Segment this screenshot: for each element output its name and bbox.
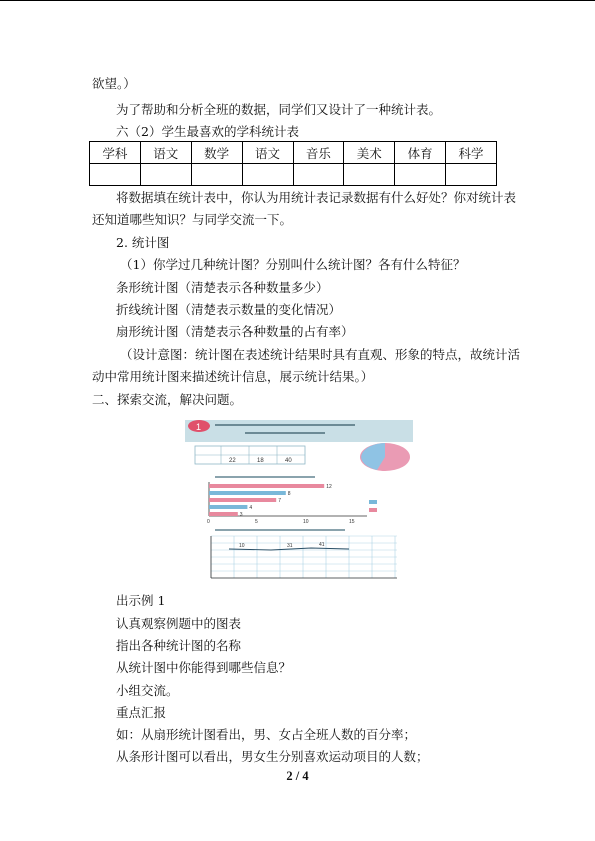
table-cell: 科学 <box>446 142 497 164</box>
bar-axis-tick: 0 <box>207 519 210 525</box>
text-line: 认真观察例题中的图表 <box>116 616 242 631</box>
bar-axis-tick: 15 <box>349 519 355 525</box>
table-cell <box>140 164 191 186</box>
bar-value-label: 8 <box>287 491 291 497</box>
text-line: 折线统计图（清楚表示数量的变化情况） <box>116 302 342 317</box>
header-rule <box>0 0 595 1</box>
section-heading: 二、探索交流，解决问题。 <box>92 392 243 407</box>
text-line: 还知道哪些知识？与同学交流一下。 <box>92 212 293 227</box>
page-number: 2 / 4 <box>286 769 309 783</box>
example-figure <box>185 418 413 582</box>
text-line: （设计意图：统计图在表述统计结果时具有直观、形象的特点，故统计活 <box>120 347 521 362</box>
table-cell: 音乐 <box>293 142 344 164</box>
table-cell <box>242 164 293 186</box>
table-cell: 美术 <box>344 142 395 164</box>
table-cell <box>344 164 395 186</box>
figure-banner <box>185 420 413 442</box>
table-caption: 六（2）学生最喜欢的学科统计表 <box>116 124 299 139</box>
table-cell <box>293 164 344 186</box>
line-value-label: 31 <box>287 543 293 549</box>
bar-legend-swatch <box>369 500 377 504</box>
table-cell <box>395 164 446 186</box>
table-header-row <box>90 142 497 164</box>
text-line: 小组交流。 <box>116 683 179 698</box>
table-cell: 体育 <box>395 142 446 164</box>
bar <box>209 512 238 516</box>
text-line: 从条形计图可以看出，男女生分别喜欢运动项目的人数； <box>116 749 429 764</box>
text-line: 从统计图中你能得到哪些信息？ <box>116 660 292 675</box>
bar-group <box>209 484 332 518</box>
text-line: 指出各种统计图的名称 <box>116 638 242 653</box>
table-cell <box>446 164 497 186</box>
mini-table-value: 18 <box>257 458 264 464</box>
example-badge-number: 1 <box>196 422 202 432</box>
table-cell: 数学 <box>191 142 242 164</box>
text-line: 为了帮助和分析全班的数据，同学们又设计了一种统计表。 <box>116 102 442 117</box>
blurred-caption <box>245 432 325 434</box>
bar-legend-swatch <box>369 508 377 512</box>
text-line: （1）你学过几种统计图？分别叫什么统计图？各有什么特征？ <box>120 257 466 272</box>
bar <box>209 505 247 509</box>
table-cell <box>90 164 141 186</box>
table-cell: 语文 <box>242 142 293 164</box>
text-line: 将数据填在统计表中，你认为用统计表记录数据有什么好处？你对统计表 <box>116 190 517 205</box>
table-cell: 学科 <box>90 142 141 164</box>
text-line: 条形统计图（清楚表示各种数量多少） <box>116 280 329 295</box>
text-line: 如：从扇形统计图看出，男、女占全班人数的百分率； <box>116 727 417 742</box>
bar <box>209 498 276 502</box>
mini-table-value: 22 <box>229 458 236 464</box>
bar-axis-tick: 10 <box>303 519 309 525</box>
bar-value-label: 4 <box>249 505 253 511</box>
bar <box>209 491 286 495</box>
mini-table-value: 40 <box>285 458 292 464</box>
table-empty-row <box>90 164 497 186</box>
subject-stat-table <box>89 141 497 186</box>
line-value-label: 41 <box>319 542 325 548</box>
text-line: 动中常用统计图来描述统计信息，展示统计结果。） <box>92 369 374 384</box>
text-line: 扇形统计图（清楚表示各种数量的占有率） <box>116 324 354 339</box>
blurred-caption <box>215 529 345 531</box>
table-cell: 语文 <box>140 142 191 164</box>
table-cell <box>191 164 242 186</box>
bar-value-label: 7 <box>278 498 281 504</box>
text-line: 欲望。） <box>92 76 136 91</box>
section-heading: 2. 统计图 <box>116 235 170 250</box>
bar-axis-tick: 5 <box>255 519 258 525</box>
text-line: 重点汇报 <box>116 705 167 720</box>
bar-value-label: 3 <box>239 512 243 518</box>
bar-value-label: 12 <box>326 484 332 490</box>
blurred-caption <box>215 476 315 478</box>
blurred-caption <box>215 424 355 426</box>
line-value-label: 10 <box>239 543 245 549</box>
text-line: 出示例 1 <box>116 593 166 608</box>
bar <box>209 484 324 488</box>
example-figure-svg <box>185 418 413 582</box>
